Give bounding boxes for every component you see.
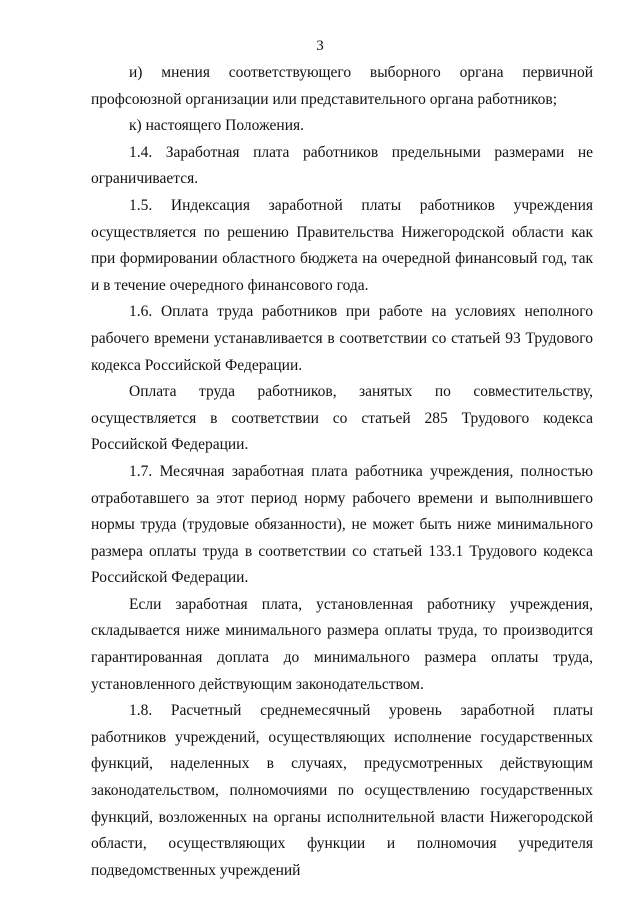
page-number: 3: [316, 38, 324, 54]
paragraph-guaranteed-payment: Если заработная плата, установленная работнику учреждения, складывается ниже минимального размера оплаты труда, то производится гарантированная доплата до минимального размера оплаты труда, установленного действующим законодательством.: [91, 595, 593, 693]
paragraph-1-8: 1.8. Расчетный среднемесячный уровень заработной платы работников учреждений, осуществляющих исполнение государственных функций, наделенных в случаях, предусмотренных действующим законодательством, полномочиями по осуществлению государственных функций, возложенных на органы исполнительной власти Нижегородской области, осуществляющих функции и полномочия учредителя подведомственных учреждений: [91, 702, 593, 879]
document-body: [91, 60, 593, 884]
paragraph-1-5: 1.5. Индексация заработной платы работников учреждения осуществляется по решению Правительства Нижегородской области как при формировании областного бюджета на очередной финансовый год, так и в течение очередного финансового года.: [91, 196, 593, 294]
paragraph-1-6: 1.6. Оплата труда работников при работе на условиях неполного рабочего времени устанавливается в соответствии со статьей 93 Трудового кодекса Российской Федерации.: [91, 303, 593, 374]
paragraph-1-4: 1.4. Заработная плата работников предельными размерами не ограничивается.: [91, 143, 593, 188]
paragraph-part-time: Оплата труда работников, занятых по совместительству, осуществляется в соответствии со статьей 285 Трудового кодекса Российской Федерации.: [91, 383, 593, 454]
paragraph-1-7: 1.7. Месячная заработная плата работника учреждения, полностью отработавшего за этот период норму рабочего времени и выполнившего нормы труда (трудовые обязанности), не может быть ниже минимального размера оплаты труда в соответствии со статьей 133.1 Трудового кодекса Российской Федерации.: [91, 462, 593, 587]
paragraph-i: и) мнения соответствующего выборного органа первичной профсоюзной организации или представительного органа работников;: [91, 64, 593, 108]
paragraph-k: к) настоящего Положения.: [129, 117, 305, 135]
